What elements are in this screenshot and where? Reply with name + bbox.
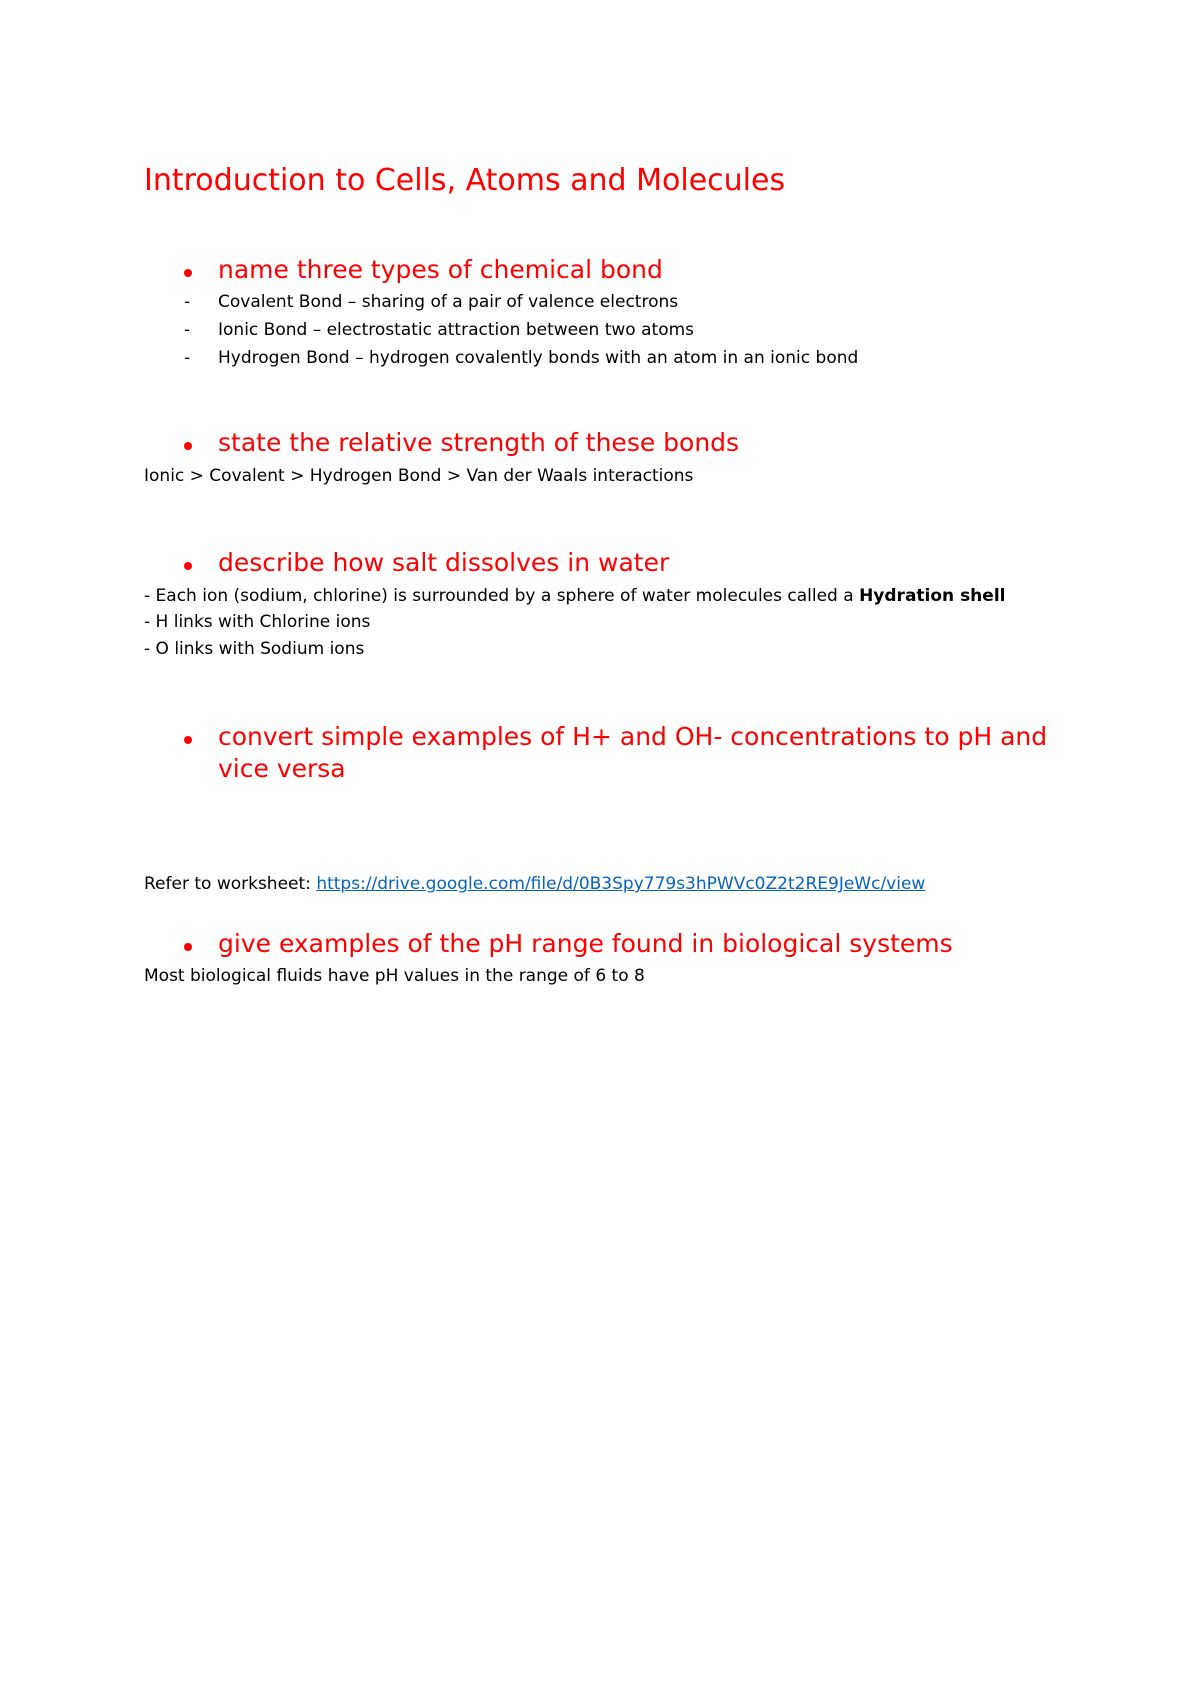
hydration-text: - Each ion (sodium, chlorine) is surrounded by a sphere of water molecules called a xyxy=(144,586,860,606)
dash-marker: - xyxy=(184,292,191,312)
paragraph-bond-strength: Ionic > Covalent > Hydrogen Bond > Van der Waals interactions xyxy=(144,466,694,486)
bullet-icon xyxy=(184,442,192,450)
paragraph-o-links: - O links with Sodium ions xyxy=(144,639,365,659)
section-heading-text: describe how salt dissolves in water xyxy=(218,548,670,577)
list-item-text: Covalent Bond – sharing of a pair of valence electrons xyxy=(218,292,679,312)
bullet-icon xyxy=(184,736,192,744)
paragraph-ph-range: Most biological fluids have pH values in the range of 6 to 8 xyxy=(144,966,645,986)
section-heading-text: give examples of the pH range found in biological systems xyxy=(218,929,953,958)
paragraph-h-links: - H links with Chlorine ions xyxy=(144,612,371,632)
document-title: Introduction to Cells, Atoms and Molecules xyxy=(144,163,786,198)
section-heading-text: state the relative strength of these bonds xyxy=(218,428,740,457)
section-heading-text: convert simple examples of H+ and OH- concentrations to pH and vice versa xyxy=(218,722,1048,783)
bullet-icon xyxy=(184,269,192,277)
hydration-shell-term: Hydration shell xyxy=(859,586,1006,606)
list-item-text: Hydrogen Bond – hydrogen covalently bonds with an atom in an ionic bond xyxy=(218,348,859,368)
worksheet-link[interactable]: https://drive.google.com/file/d/0B3Spy779s3hPWVc0Z2t2RE9JeWc/view xyxy=(316,874,926,894)
list-item-text: Ionic Bond – electrostatic attraction between two atoms xyxy=(218,320,695,340)
bullet-icon xyxy=(184,562,192,570)
worksheet-label: Refer to worksheet: xyxy=(144,874,317,894)
dash-marker: - xyxy=(184,348,191,368)
paragraph-hydration xyxy=(144,586,1005,606)
paragraph-worksheet-reference xyxy=(144,874,925,894)
dash-marker: - xyxy=(184,320,191,340)
section-heading-text: name three types of chemical bond xyxy=(218,255,663,284)
bullet-icon xyxy=(184,943,192,951)
